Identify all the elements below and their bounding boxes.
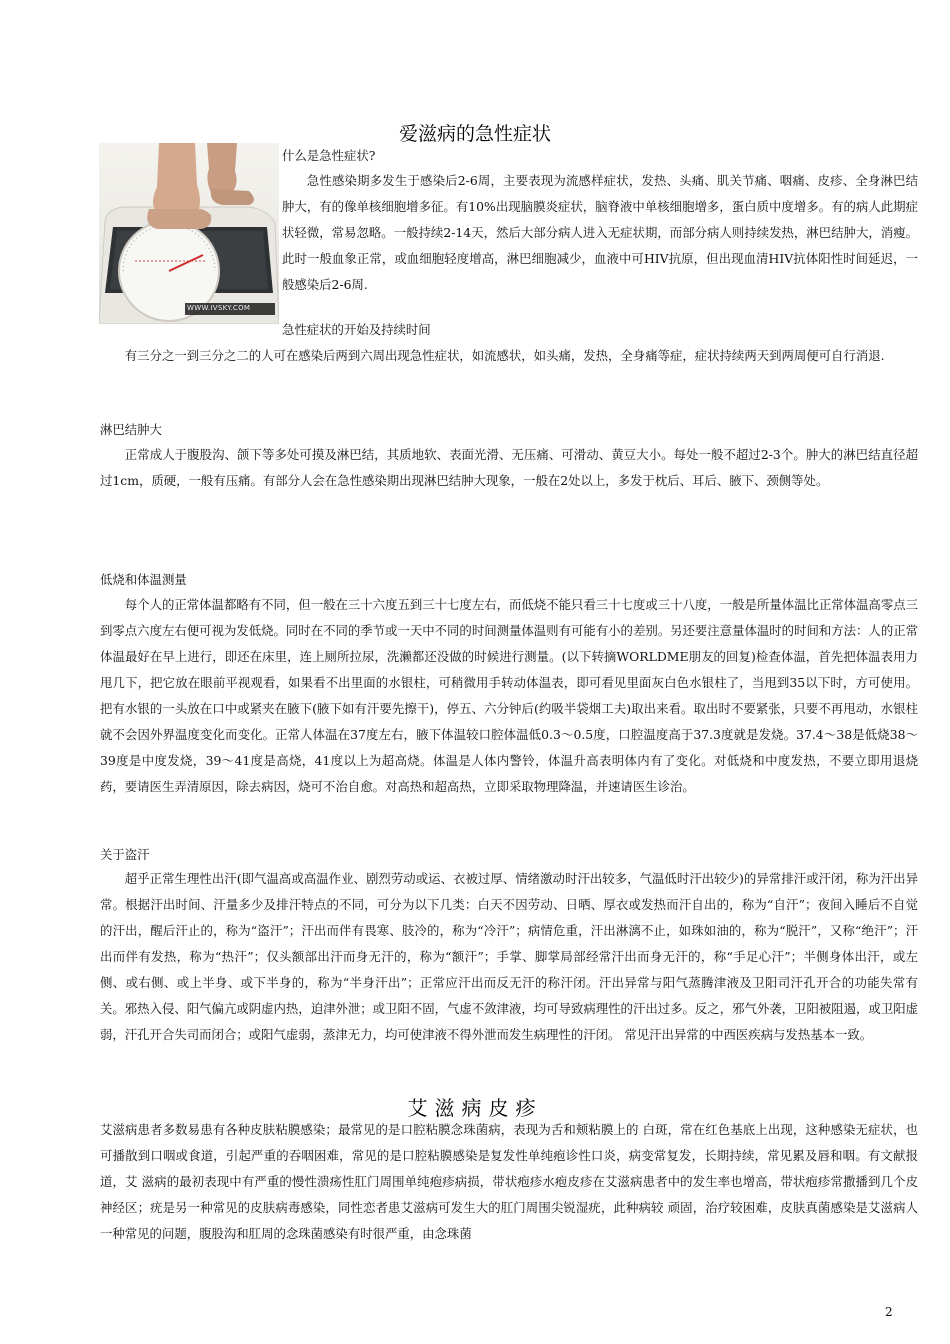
scale-photo (99, 143, 279, 324)
section-title: 爱滋病的急性症状 (398, 123, 551, 145)
paragraph-onset-duration: 有三分之一到三分之二的人可在感染后两到六周出现急性症状，如流感状，如头痛，发热，全身痛等症，症状持续两天到两周便可自行消退. (124, 348, 885, 363)
subheading-onset-duration: 急性症状的开始及持续时间 (282, 322, 431, 337)
paragraph-acute-symptoms: 急性感染期多发生于感染后2-6周，主要表现为流感样症状，发热、头痛、肌关节痛、咽痛、皮疹、全身淋巴结肿大，有的像单核细胞增多征。有10%出现脑膜炎症状，脑脊液中单核细胞增多，蛋白质中度增多。有的病人此期症状轻微，常易忽略。一般持续2-14天，然后大部分病人进入无症状期，而部分病人则持续发热，淋巴结肿大，消瘦。此时一般血象正常，或血细胞轻度增高，淋巴细胞减少，血液中可HIV抗原，但出现血清HIV抗体阳性时间延迟，一般感染后2-6周. (282, 173, 918, 292)
paragraph-lymph-nodes: 正常成人于腹股沟、颌下等多处可摸及淋巴结，其质地软、表面光滑、无压痛、可滑动、黄豆大小。每处一般不超过2-3个。肿大的淋巴结直径超过1cm，质硬，一般有压痛。有部分人会在急性感染期出现淋巴结肿大现象，一般在2处以上，多发于枕后、耳后、腋下、颈侧等处。 (100, 447, 918, 488)
watermark-text: WWW.IVSKY.COM (187, 304, 251, 312)
paragraph-low-fever: 每个人的正常体温都略有不同，但一般在三十六度五到三十七度左右，而低烧不能只看三十七度或三十八度，一般是所量体温比正常体温高零点三到零点六度左右便可视为发低烧。同时在不同的季节或一天中不同的时间测量体温则有可能有小的差别。另还要注意量体温时的时间和方法：人的正常体温最好在早上进行，即还在床里，连上厕所拉尿，洗濑都还没做的时候进行测量。(以下转摘WORLDME朋友的回复)检查体温，首先把体温表用力甩几下，把它放在眼前平视观看，如果看不出里面的水银柱，可稍微用手转动体温表，即可看见里面灰白色水银柱了，当甩到35以下时，方可使用。把有水银的一头放在口中或紧夹在腋下(腋下如有汗要先擦干)，停五、六分钟后(约吸半袋烟工夫)取出来看。取出时不要紧张，只要不再甩动，水银柱就不会因外界温度变化而变化。正常人体温在37度左右，腋下体温较口腔体温低0.3～0.5度，口腔温度高于37.3度就是发烧。37.4～38是低烧38～39度是中度发烧，39～41度是高烧，41度以上为超高烧。体温是人体内警铃，体温升高表明体内有了变化。对低烧和中度发热，不要立即用退烧药，要请医生弄清原因，除去病因，烧可不治自愈。对高热和超高热，立即采取物理降温，并速请医生诊治。 (100, 597, 918, 794)
scale-photo-illustration (99, 143, 279, 324)
paragraph-night-sweats: 超乎正常生理性出汗(即气温高或高温作业、剧烈劳动或运、衣被过厚、情绪激动时汗出较多，气温低时汗出较少)的异常排汗或汗闭，称为汗出异常。根据汗出时间、汗量多少及排汗特点的不同，可分为以下几类：白天不因劳动、日晒、厚衣或发热而汗自出的，称为“自汗”；夜间入睡后不自觉的汗出，醒后汗止的，称为“盗汗”；汗出而伴有畏寒、肢冷的，称为“冷汗”；病情危重，汗出淋漓不止，如珠如油的，称为“脱汗”，又称“绝汗”；汗出而伴有发热，称为“热汗”；仅头额部出汗而身无汗的，称为“额汗”；手掌、脚掌局部经常汗出而身无汗的，称“手足心汗”；半侧身体出汗，或左侧、或右侧、或上半身、或下半身的，称为“半身汗出”；正常应汗出而反无汗的称汗闭。汗出异常与阳气蒸腾津液及卫阳司汗孔开合的功能失常有关。邪热入侵、阳气偏亢或阴虚内热，迫津外泄；或卫阳不固，气虚不敛津液，均可导致病理性的汗出过多。反之，邪气外袭，卫阳被阻遏，或卫阳虚弱，汗孔开合失司而闭合；或阳气虚弱，蒸津无力，均可使津液不得外泄而发生病理性的汗闭。 常见汗出异常的中西医疾病与发热基本一致。 (100, 871, 918, 1042)
paragraph-skin-rash: 艾滋病患者多数易患有各种皮肤粘膜感染；最常见的是口腔粘膜念珠菌病，表现为舌和颊粘膜上的 白斑，常在红色基底上出现，这种感染无症状，也可播散到口咽或食道，引起严重的吞咽困难，常见的是口腔粘膜感染是复发性单纯疱诊性口炎，病变常复发，长期持续，常见累及唇和咽。有文献报道，艾 滋病的最初表现中有严重的慢性溃疡性肛门周围单纯疱疹病损，带状疱疹水疱皮疹在艾滋病患者中的发生率也增高，带状疱疹常撒播到几个皮神经区；疣是另一种常见的皮肤病毒感染，同性恋者患艾滋病可发生大的肛门周围尖锐湿疣，此种病较 顽固，治疗较困难，皮肤真菌感染是艾滋病人一种常见的问题，腹股沟和肛周的念珠菌感染有时很严重，由念珠菌 (100, 1122, 918, 1241)
subheading-low-fever: 低烧和体温测量 (100, 572, 187, 587)
section-title-skin-rash: 艾滋病皮疹 (407, 1096, 543, 1120)
page-number: 2 (885, 1305, 893, 1319)
subheading-lymph-nodes: 淋巴结肿大 (100, 422, 162, 437)
subheading-night-sweats: 关于盗汗 (100, 847, 150, 862)
subheading-what-is-acute: 什么是急性症状? (282, 148, 376, 163)
